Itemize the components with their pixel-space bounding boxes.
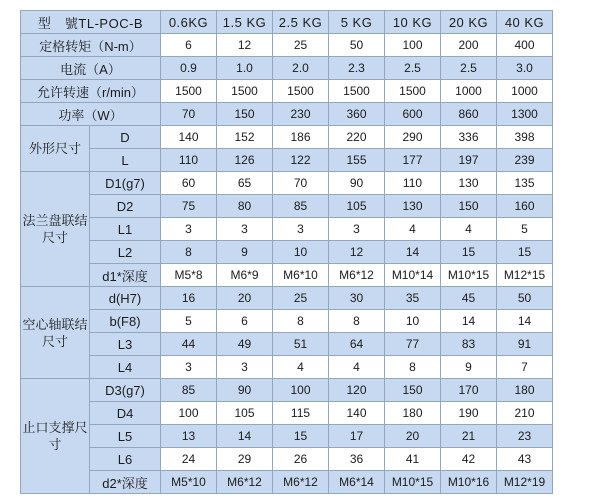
row-label-cell: d1*深度 <box>90 264 161 287</box>
value-cell: M6*12 <box>217 471 273 494</box>
row-label-cell: d2*深度 <box>90 471 161 494</box>
value-cell: M10*15 <box>441 264 497 287</box>
value-cell: 1.0 <box>217 57 273 80</box>
value-cell: 3 <box>273 218 329 241</box>
table-row <box>21 333 553 356</box>
row-label-cell: 定格转矩（N-m） <box>21 34 161 57</box>
column-header-cell: 1.5 KG <box>217 11 273 34</box>
table-row <box>21 310 553 333</box>
value-cell: M12*15 <box>497 264 553 287</box>
row-label-cell: L1 <box>90 218 161 241</box>
value-cell: M6*10 <box>273 264 329 287</box>
value-cell: 1000 <box>497 80 553 103</box>
value-cell: 4 <box>273 356 329 379</box>
value-cell: M12*19 <box>497 471 553 494</box>
value-cell: M10*15 <box>385 471 441 494</box>
value-cell: 50 <box>497 287 553 310</box>
value-cell: 190 <box>441 402 497 425</box>
row-label-cell: b(F8) <box>90 310 161 333</box>
value-cell: 49 <box>217 333 273 356</box>
value-cell: M6*12 <box>329 264 385 287</box>
value-cell: 100 <box>161 402 217 425</box>
value-cell: 8 <box>273 310 329 333</box>
value-cell: 1500 <box>217 80 273 103</box>
table-row <box>21 195 553 218</box>
value-cell: 6 <box>161 34 217 57</box>
value-cell: 160 <box>497 195 553 218</box>
table-row <box>21 379 553 402</box>
value-cell: 155 <box>329 149 385 172</box>
value-cell: 150 <box>441 195 497 218</box>
value-cell: 13 <box>161 425 217 448</box>
value-cell: 3 <box>161 218 217 241</box>
value-cell: 3 <box>329 218 385 241</box>
value-cell: 110 <box>161 149 217 172</box>
value-cell: 43 <box>497 448 553 471</box>
value-cell: 15 <box>441 241 497 264</box>
table-row <box>21 264 553 287</box>
value-cell: M10*14 <box>385 264 441 287</box>
spec-table-body <box>21 11 553 494</box>
table-row <box>21 103 553 126</box>
value-cell: 25 <box>273 287 329 310</box>
value-cell: 24 <box>161 448 217 471</box>
value-cell: 85 <box>273 195 329 218</box>
row-label-cell: D1(g7) <box>90 172 161 195</box>
value-cell: 120 <box>329 379 385 402</box>
value-cell: 210 <box>497 402 553 425</box>
value-cell: 360 <box>329 103 385 126</box>
value-cell: 2.5 <box>441 57 497 80</box>
value-cell: 83 <box>441 333 497 356</box>
value-cell: 1000 <box>441 80 497 103</box>
value-cell: M10*16 <box>441 471 497 494</box>
row-label-cell: d(H7) <box>90 287 161 310</box>
row-label-cell: L6 <box>90 448 161 471</box>
table-row <box>21 80 553 103</box>
value-cell: 45 <box>441 287 497 310</box>
value-cell: 17 <box>329 425 385 448</box>
model-label-cell: 型 號TL-POC-B <box>21 11 161 34</box>
table-row <box>21 218 553 241</box>
value-cell: 140 <box>329 402 385 425</box>
value-cell: 50 <box>329 34 385 57</box>
row-label-cell: D <box>90 126 161 149</box>
value-cell: 126 <box>217 149 273 172</box>
value-cell: 25 <box>273 34 329 57</box>
table-row <box>21 172 553 195</box>
value-cell: 26 <box>273 448 329 471</box>
value-cell: 65 <box>217 172 273 195</box>
value-cell: 42 <box>441 448 497 471</box>
value-cell: 4 <box>385 218 441 241</box>
value-cell: 64 <box>329 333 385 356</box>
value-cell: 290 <box>385 126 441 149</box>
value-cell: 8 <box>329 310 385 333</box>
value-cell: 239 <box>497 149 553 172</box>
value-cell: 8 <box>161 241 217 264</box>
value-cell: 5 <box>497 218 553 241</box>
value-cell: 80 <box>217 195 273 218</box>
row-label-cell: L2 <box>90 241 161 264</box>
value-cell: 115 <box>273 402 329 425</box>
value-cell: 105 <box>329 195 385 218</box>
value-cell: 36 <box>329 448 385 471</box>
value-cell: 1500 <box>329 80 385 103</box>
table-row <box>21 34 553 57</box>
value-cell: 14 <box>385 241 441 264</box>
value-cell: 16 <box>161 287 217 310</box>
group-label-cell: 法兰盘联结尺寸 <box>21 172 90 287</box>
value-cell: 3 <box>161 356 217 379</box>
value-cell: 29 <box>217 448 273 471</box>
value-cell: 197 <box>441 149 497 172</box>
value-cell: 2.0 <box>273 57 329 80</box>
group-label-cell: 外形尺寸 <box>21 126 90 172</box>
value-cell: 91 <box>497 333 553 356</box>
value-cell: 90 <box>329 172 385 195</box>
table-row <box>21 356 553 379</box>
value-cell: 0.9 <box>161 57 217 80</box>
value-cell: 30 <box>329 287 385 310</box>
value-cell: 20 <box>385 425 441 448</box>
value-cell: 10 <box>385 310 441 333</box>
value-cell: 15 <box>273 425 329 448</box>
value-cell: 75 <box>161 195 217 218</box>
value-cell: M5*8 <box>161 264 217 287</box>
row-label-cell: L4 <box>90 356 161 379</box>
value-cell: 600 <box>385 103 441 126</box>
value-cell: 1500 <box>161 80 217 103</box>
value-cell: 4 <box>329 356 385 379</box>
table-row <box>21 57 553 80</box>
value-cell: 21 <box>441 425 497 448</box>
table-row <box>21 11 553 34</box>
value-cell: 170 <box>441 379 497 402</box>
value-cell: 105 <box>217 402 273 425</box>
value-cell: 23 <box>497 425 553 448</box>
group-label-cell: 止口支撑尺寸 <box>21 379 90 494</box>
value-cell: 177 <box>385 149 441 172</box>
value-cell: 150 <box>385 379 441 402</box>
column-header-cell: 20 KG <box>441 11 497 34</box>
value-cell: 336 <box>441 126 497 149</box>
column-header-cell: 40 KG <box>497 11 553 34</box>
column-header-cell: 2.5 KG <box>273 11 329 34</box>
row-label-cell: 电流（A） <box>21 57 161 80</box>
value-cell: 130 <box>385 195 441 218</box>
value-cell: 180 <box>385 402 441 425</box>
column-header-cell: 0.6KG <box>161 11 217 34</box>
value-cell: 180 <box>497 379 553 402</box>
value-cell: 14 <box>497 310 553 333</box>
value-cell: 41 <box>385 448 441 471</box>
value-cell: 7 <box>497 356 553 379</box>
value-cell: 35 <box>385 287 441 310</box>
row-label-cell: L3 <box>90 333 161 356</box>
row-label-cell: 功率（W） <box>21 103 161 126</box>
value-cell: 14 <box>217 425 273 448</box>
value-cell: 8 <box>385 356 441 379</box>
value-cell: 20 <box>217 287 273 310</box>
value-cell: 10 <box>273 241 329 264</box>
value-cell: 2.3 <box>329 57 385 80</box>
value-cell: 152 <box>217 126 273 149</box>
value-cell: 230 <box>273 103 329 126</box>
value-cell: 3.0 <box>497 57 553 80</box>
value-cell: 9 <box>217 241 273 264</box>
value-cell: 70 <box>273 172 329 195</box>
group-label-cell: 空心轴联结尺寸 <box>21 287 90 379</box>
value-cell: 44 <box>161 333 217 356</box>
value-cell: M5*10 <box>161 471 217 494</box>
value-cell: 122 <box>273 149 329 172</box>
value-cell: 1300 <box>497 103 553 126</box>
table-row <box>21 241 553 264</box>
column-header-cell: 10 KG <box>385 11 441 34</box>
value-cell: 85 <box>161 379 217 402</box>
value-cell: 100 <box>385 34 441 57</box>
value-cell: 1500 <box>385 80 441 103</box>
value-cell: 398 <box>497 126 553 149</box>
value-cell: 186 <box>273 126 329 149</box>
row-label-cell: D3(g7) <box>90 379 161 402</box>
value-cell: 400 <box>497 34 553 57</box>
table-row <box>21 149 553 172</box>
value-cell: 77 <box>385 333 441 356</box>
value-cell: 135 <box>497 172 553 195</box>
value-cell: 1500 <box>273 80 329 103</box>
value-cell: 90 <box>217 379 273 402</box>
row-label-cell: D2 <box>90 195 161 218</box>
value-cell: M6*14 <box>329 471 385 494</box>
row-label-cell: L <box>90 149 161 172</box>
value-cell: 2.5 <box>385 57 441 80</box>
value-cell: 860 <box>441 103 497 126</box>
spec-table <box>20 10 553 494</box>
value-cell: 3 <box>217 356 273 379</box>
value-cell: 12 <box>329 241 385 264</box>
table-row <box>21 126 553 149</box>
value-cell: 3 <box>217 218 273 241</box>
value-cell: 4 <box>441 218 497 241</box>
value-cell: 15 <box>497 241 553 264</box>
table-row <box>21 402 553 425</box>
row-label-cell: L5 <box>90 425 161 448</box>
value-cell: 220 <box>329 126 385 149</box>
value-cell: 5 <box>161 310 217 333</box>
value-cell: 51 <box>273 333 329 356</box>
table-row <box>21 425 553 448</box>
value-cell: 110 <box>385 172 441 195</box>
column-header-cell: 5 KG <box>329 11 385 34</box>
table-row <box>21 471 553 494</box>
table-row <box>21 448 553 471</box>
value-cell: 60 <box>161 172 217 195</box>
value-cell: 14 <box>441 310 497 333</box>
table-row <box>21 287 553 310</box>
value-cell: 140 <box>161 126 217 149</box>
value-cell: 200 <box>441 34 497 57</box>
value-cell: 9 <box>441 356 497 379</box>
value-cell: 6 <box>217 310 273 333</box>
value-cell: 150 <box>217 103 273 126</box>
row-label-cell: D4 <box>90 402 161 425</box>
value-cell: 130 <box>441 172 497 195</box>
row-label-cell: 允许转速（r/min） <box>21 80 161 103</box>
value-cell: 12 <box>217 34 273 57</box>
value-cell: M6*9 <box>217 264 273 287</box>
value-cell: 70 <box>161 103 217 126</box>
value-cell: 100 <box>273 379 329 402</box>
value-cell: M6*12 <box>273 471 329 494</box>
